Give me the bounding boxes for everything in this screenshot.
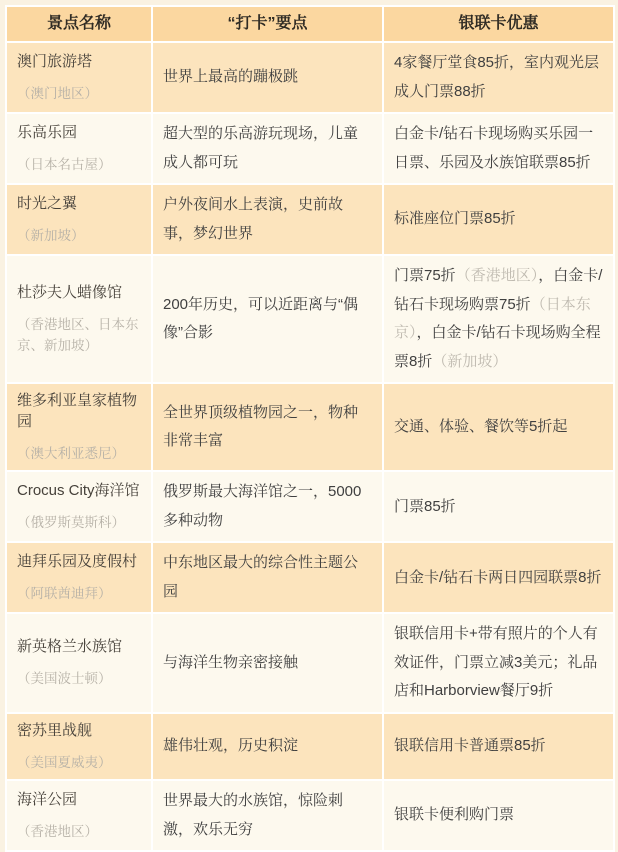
header-row: [6, 6, 614, 42]
offer-text: 白金卡/钻石卡现场购买乐园一日票、乐园及水族馆联票85折: [394, 125, 594, 171]
attraction-name: 密苏里战舰: [17, 721, 93, 739]
offer-cell: [383, 613, 614, 713]
highlight-cell: 全世界顶级植物园之一，物种非常丰富: [152, 383, 383, 471]
attraction-name-cell: [6, 542, 152, 613]
attraction-name: Crocus City海洋馆: [17, 482, 140, 500]
attraction-name: 维多利亚皇家植物园: [17, 392, 138, 430]
attraction-location: （澳大利亚悉尼）: [17, 446, 125, 461]
attraction-name-cell: [6, 113, 152, 184]
offer-cell: [383, 113, 614, 184]
offer-text: 门票75折: [394, 267, 456, 284]
attraction-name-cell: [6, 471, 152, 542]
offer-cell: [383, 42, 614, 113]
header-cell: “打卡”要点: [152, 6, 383, 42]
offer-cell: [383, 542, 614, 613]
attraction-location: （香港地区、日本东京、新加坡）: [17, 317, 139, 353]
attraction-name: 时光之翼: [17, 194, 78, 212]
offer-region-note: （香港地区）: [455, 267, 539, 284]
offer-cell: [383, 255, 614, 383]
attraction-location: （日本名古屋）: [17, 156, 112, 172]
attraction-name-cell: [6, 184, 152, 255]
highlight-cell: 超大型的乐高游玩现场，儿童成人都可玩: [152, 113, 383, 184]
table-row: [6, 383, 614, 471]
attraction-name: 澳门旅游塔: [17, 52, 93, 70]
table-row: [6, 184, 614, 255]
attractions-table: [5, 5, 615, 852]
attraction-location: （香港地区）: [17, 823, 98, 839]
offer-text: 交通、体验、餐饮等5折起: [394, 417, 568, 435]
highlight-cell: 户外夜间水上表演，史前故事，梦幻世界: [152, 184, 383, 255]
header-cell: 景点名称: [6, 6, 152, 42]
table-header: [6, 6, 614, 42]
offer-text: 银联卡便利购门票: [394, 806, 515, 824]
table-row: [6, 613, 614, 713]
header-cell: 银联卡优惠: [383, 6, 614, 42]
table-row: [6, 42, 614, 113]
offer-text: 银联信用卡+带有照片的个人有效证件，门票立减3美元；礼品店和Harborview餐厅9折: [394, 625, 598, 700]
attraction-location: （美国夏威夷）: [17, 754, 112, 770]
offer-text: 门票85折: [394, 497, 456, 515]
highlight-cell: 雄伟壮观，历史积淀: [152, 713, 383, 780]
offer-region-note: （新加坡）: [432, 352, 508, 370]
offer-cell: [383, 184, 614, 255]
highlight-cell: 俄罗斯最大海洋馆之一，5000多种动物: [152, 471, 383, 542]
attraction-name-cell: [6, 780, 152, 851]
attraction-location: （俄罗斯莫斯科）: [17, 515, 125, 531]
highlight-cell: 世界上最高的蹦极跳: [152, 42, 383, 113]
attraction-location: （阿联酋迪拜）: [17, 586, 112, 602]
attraction-name: 杜莎夫人蜡像馆: [17, 284, 123, 302]
table-row: [6, 780, 614, 851]
table-row: [6, 713, 614, 780]
offer-text: ，白金卡/钻石卡现场购全程票8折: [394, 324, 601, 370]
table-row: [6, 542, 614, 613]
offer-cell: [383, 713, 614, 780]
attraction-name-cell: [6, 42, 152, 113]
offer-text: 4家餐厅堂食85折，室内观光层成人门票88折: [394, 54, 600, 100]
attraction-name: 迪拜乐园及度假村: [17, 553, 138, 571]
offer-cell: [383, 780, 614, 851]
attraction-name-cell: [6, 613, 152, 713]
attraction-location: （新加坡）: [17, 227, 85, 243]
attraction-location: （美国波士顿）: [17, 671, 112, 687]
attraction-name-cell: [6, 383, 152, 471]
highlight-cell: 中东地区最大的综合性主题公园: [152, 542, 383, 613]
offer-cell: [383, 383, 614, 471]
attraction-name-cell: [6, 713, 152, 780]
offer-text: ，白金卡/钻石卡现场购票75折: [394, 267, 603, 313]
table-row: [6, 113, 614, 184]
offer-cell: [383, 471, 614, 542]
offer-text: 标准座位门票85折: [394, 210, 516, 228]
attraction-name-cell: [6, 255, 152, 383]
offer-text: 白金卡/钻石卡两日四园联票8折: [394, 568, 602, 586]
highlight-cell: 世界最大的水族馆，惊险刺激，欢乐无穷: [152, 780, 383, 851]
table-body: [6, 42, 614, 851]
offer-region-note: （日本东京）: [394, 295, 591, 341]
highlight-cell: 与海洋生物亲密接触: [152, 613, 383, 713]
table-row: [6, 255, 614, 383]
table-row: [6, 471, 614, 542]
attraction-name: 海洋公园: [17, 790, 78, 808]
attraction-name: 乐高乐园: [17, 123, 78, 141]
highlight-cell: 200年历史，可以近距离与“偶像”合影: [152, 255, 383, 383]
offer-text: 银联信用卡普通票85折: [394, 737, 546, 755]
attraction-name: 新英格兰水族馆: [17, 638, 123, 656]
attraction-location: （澳门地区）: [17, 85, 98, 101]
